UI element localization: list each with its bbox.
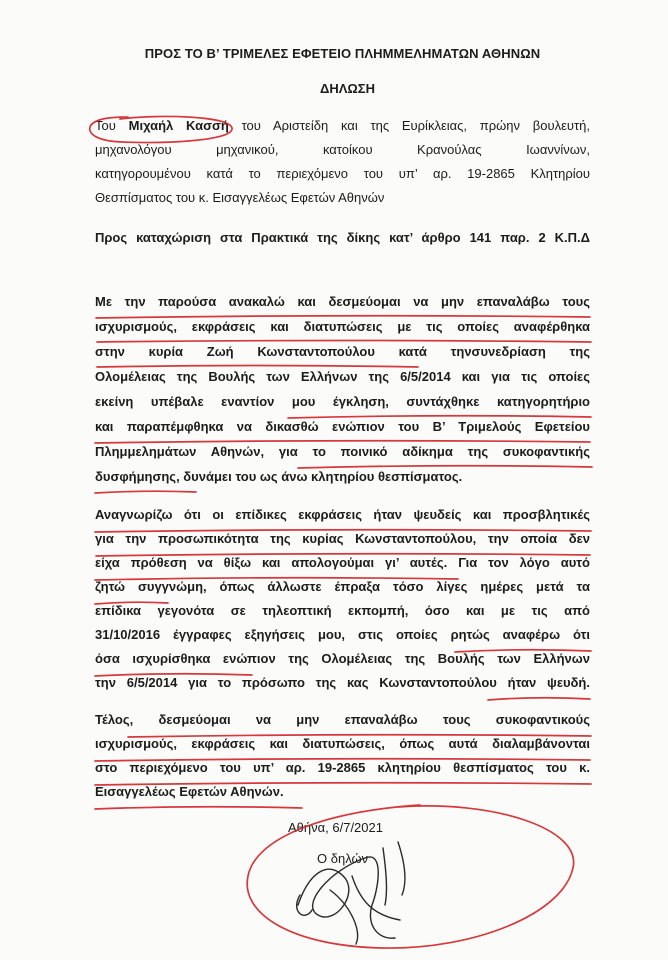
paragraph-retraction [95,289,590,489]
paragraph-line: είχα πρόθεση να θίξω και απολογούμαι γι’ αυτές. Για τον λόγο αυτό [95,555,590,570]
registration-note-text: Προς καταχώριση στα Πρακτικά της δίκης κατ’ άρθρο 141 παρ. 2 Κ.Π.Δ [95,230,590,245]
paragraph-line: ισχυρισμούς, εκφράσεις και διατυπώσεις με τις οποίες αναφέρθηκα [95,319,590,334]
document-heading: ΠΡΟΣ ΤΟ Β’ ΤΡΙΜΕΛΕΣ ΕΦΕΤΕΙΟ ΠΛΗΜΜΕΛΗΜΑΤΩΝ ΑΘΗΝΩΝ [144,46,541,61]
paragraph-line: Τέλος, δεσμεύομαι να μην επαναλάβω τους συκοφαντικούς [95,712,590,727]
paragraph-line: Ολομέλειας της Βουλής των Ελλήνων της 6/5/2014 και για τις οποίες [95,369,590,384]
paragraph-line: Με την παρούσα ανακαλώ και δεσμεύομαι να μην επαναλάβω τους [95,294,590,309]
red-pen-underline [95,807,302,809]
paragraph-line: Αναγνωρίζω ότι οι επίδικες εκφράσεις ήταν ψευδείς και προσβλητικές [95,507,590,522]
paragraph-commitment [95,708,590,804]
intro-line: κατηγορουμένου κατά το περιεχόμενο του υπ’ αρ. 19-2865 Κλητηρίου [95,166,590,181]
registration-note [95,226,590,250]
paragraph-line: στην κυρία Ζωή Κωνσταντοπούλου κατά τηνσυνεδρίαση της [95,344,590,359]
intro-line: μηχανολόγου μηχανικού, κατοίκου Κρανούλας Ιωαννίνων, [95,142,590,157]
paragraph-line: επίδικα γεγονότα σε τηλεοπτική εκπομπή, όσο και με τις από [95,603,590,618]
intro-prefix: Του [95,118,129,133]
paragraph-acknowledgement [95,503,590,695]
red-pen-underline [95,491,196,493]
declarant-details [95,114,590,210]
paragraph-line: για την προσωπικότητα της κυρίας Κωνσταντοπούλου, την οποία δεν [95,531,590,546]
intro-line [95,114,590,138]
paragraph-line: ζητώ συγγνώμη, όπως άλλωστε έπραξα τόσο λίγες ημέρες μετά τα [95,579,590,594]
paragraph-line: όσα ισχυρίσθηκα ενώπιον της Ολομέλειας της Βουλής των Ελλήνων [95,651,590,666]
intro-line: Θεσπίσματος του κ. Εισαγγελέως Εφετών Αθηνών [95,190,385,205]
paragraph-line: την 6/5/2014 για το πρόσωπο της κας Κωνσταντοπούλου ήταν ψευδή. [95,675,590,690]
paragraph-line: ισχυρισμούς, εκφράσεις και διατυπώσεις, όπως αυτά διαλαμβάνονται [95,736,590,751]
paragraph-line: Εισαγγελέως Εφετών Αθηνών. [95,784,284,799]
paragraph-line: και παραπέμφθηκα να δικασθώ ενώπιον του Β’ Τριμελούς Εφετείου [95,419,590,434]
place-and-date: Αθήνα, 6/7/2021 [288,820,383,835]
paragraph-line: 31/10/2016 έγγραφες εξηγήσεις μου, στις οποίες ρητώς αναφέρω ότι [95,627,590,642]
signatory-label: Ο δηλών [317,851,369,866]
declarant-name: Μιχαήλ Κασσή [128,118,229,133]
red-pen-underline [488,698,590,700]
paragraph-line: Πλημμελημάτων Αθηνών, για το ποινικό αδίκημα της συκοφαντικής [95,444,590,459]
paragraph-line: εκείνη υπέβαλε εναντίον μου έγκληση, συντάχθηκε κατηγορητήριο [95,394,590,409]
intro-suffix: του Αριστείδη και της Ευρίκλειας, πρώην βουλευτή, [228,118,590,133]
paragraph-line: δυσφήμησης, δυνάμει του ως άνω κλητηρίου θεσπίσματος. [95,469,463,484]
document-title: ΔΗΛΩΣΗ [319,81,375,96]
paragraph-line: στο περιεχόμενο του υπ’ αρ. 19-2865 κλητηρίου θεσπίσματος του κ. [95,760,590,775]
